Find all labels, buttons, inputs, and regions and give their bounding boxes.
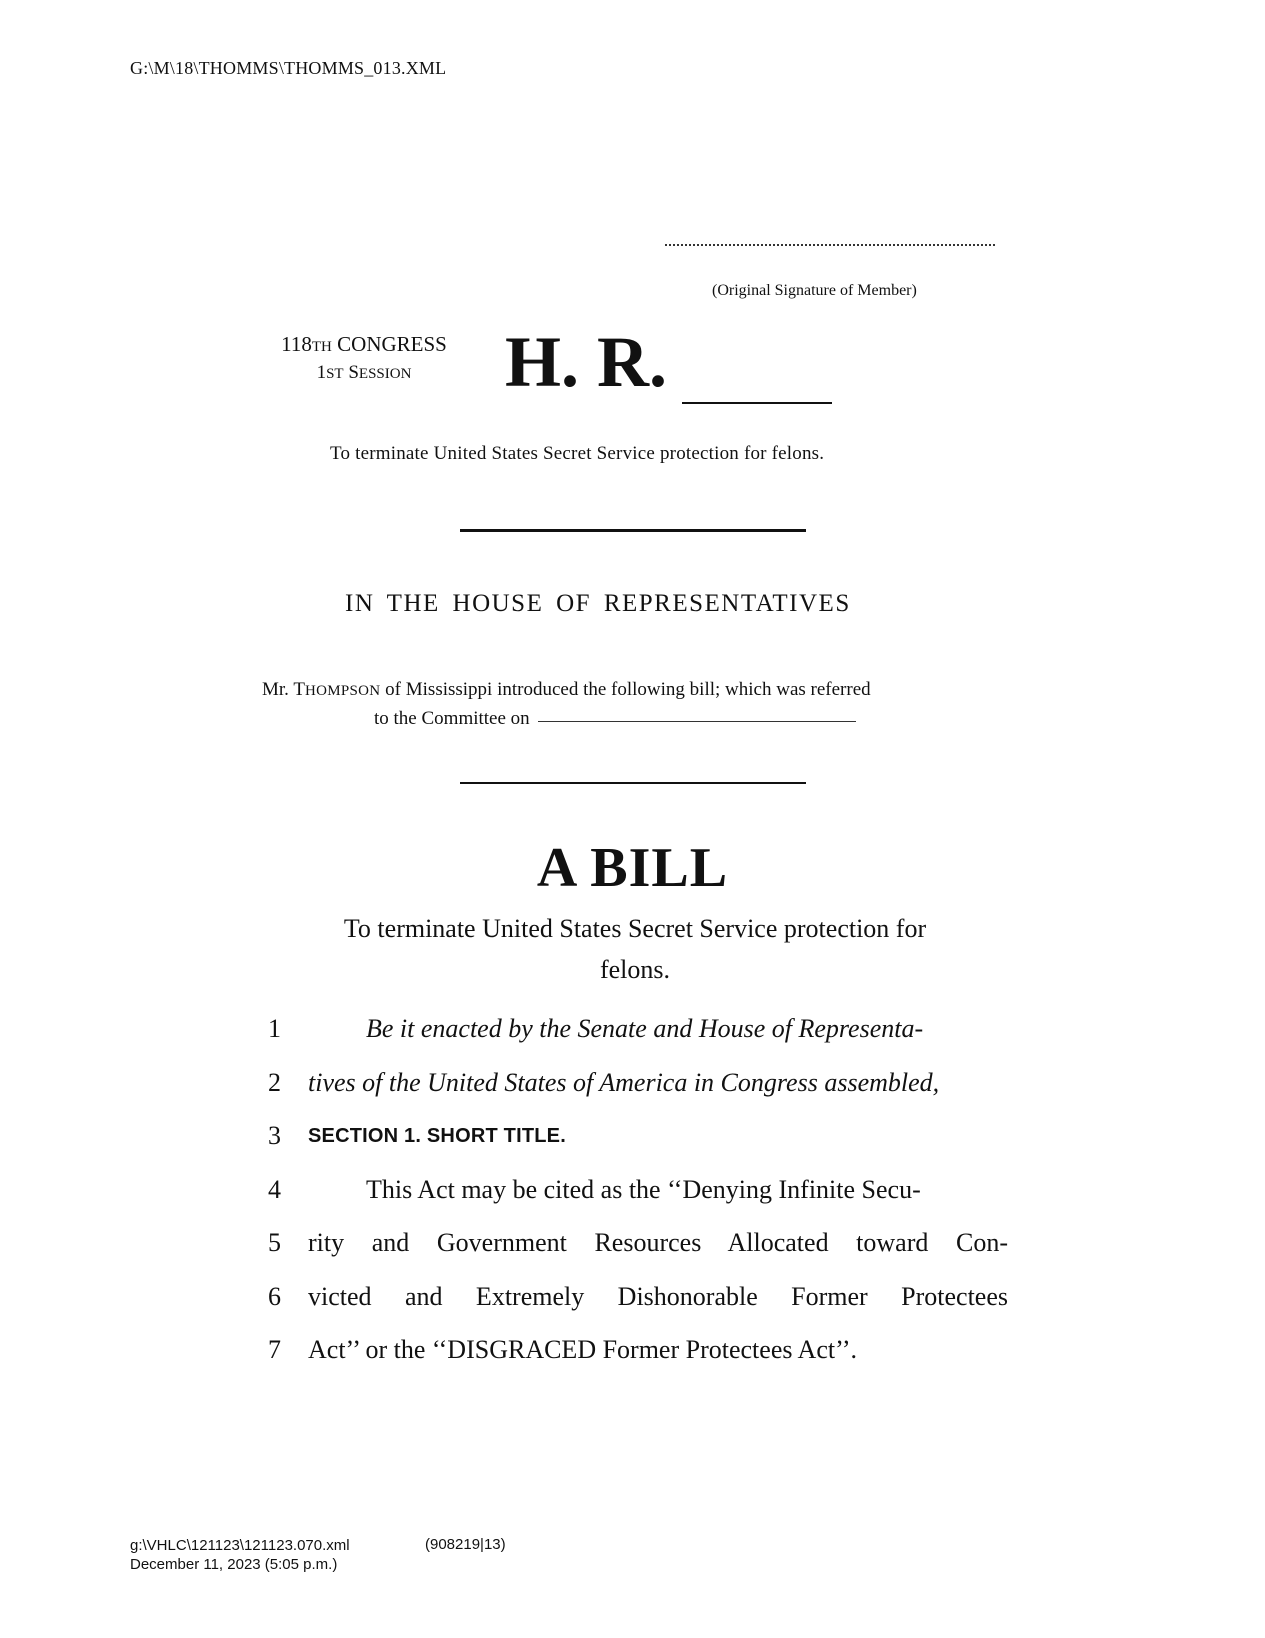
bill-text xyxy=(268,1012,1008,1387)
sponsor-name: THOMPSON xyxy=(293,679,381,700)
line-number: 4 xyxy=(268,1174,281,1204)
signature-line xyxy=(665,244,995,246)
footer-path: g:\VHLC\121123\121123.070.xml xyxy=(130,1537,350,1554)
chamber-heading: IN THE HOUSE OF REPRESENTATIVES xyxy=(345,590,851,617)
file-path: G:\M\18\THOMMS\THOMMS_013.XML xyxy=(130,58,447,78)
congress-label: 118TH CONGRESS xyxy=(281,332,447,356)
divider-rule xyxy=(460,529,806,532)
line-number: 7 xyxy=(268,1335,281,1364)
bill-line xyxy=(268,1173,1008,1227)
line-number: 5 xyxy=(268,1228,281,1257)
divider-rule xyxy=(460,782,806,784)
bill-line xyxy=(268,1226,1008,1280)
committee-line: to the Committee on xyxy=(262,705,1004,732)
bill-number-blank xyxy=(682,402,832,404)
bill-line xyxy=(268,1119,1008,1173)
short-description: To terminate United States Secret Service protection for felons. xyxy=(330,443,825,464)
introduction-text: Mr. THOMPSON of Mississippi introduced the following bill; which was referred to the Committee on xyxy=(262,676,1004,732)
footer-code: (908219|13) xyxy=(425,1536,506,1553)
footer-date: December 11, 2023 (5:05 p.m.) xyxy=(130,1556,338,1573)
long-title: To terminate United States Secret Service protection for felons. xyxy=(343,914,927,984)
section-heading: SECTION 1. SHORT TITLE. xyxy=(308,1125,566,1147)
line-number: 3 xyxy=(268,1121,281,1150)
line-number: 2 xyxy=(268,1067,281,1097)
bill-heading: A BILL xyxy=(536,837,729,899)
bill-line xyxy=(268,1280,1008,1334)
line-number: 1 xyxy=(268,1014,281,1043)
committee-blank xyxy=(538,721,856,722)
bill-line xyxy=(268,1066,1008,1120)
signature-caption: (Original Signature of Member) xyxy=(712,282,917,299)
line-text: Be it enacted by the Senate and House of Representa- xyxy=(366,1014,924,1043)
line-text: tives of the United States of America in Congress assembled, xyxy=(308,1067,940,1097)
line-text: victed and Extremely Dishonorable Former Protectees xyxy=(308,1281,1008,1311)
congress-session-block xyxy=(258,331,470,387)
session-label: 1ST SESSION xyxy=(316,362,412,383)
bill-designation: H. R. xyxy=(505,322,667,402)
footer-file-info xyxy=(130,1536,350,1574)
bill-line xyxy=(268,1012,1008,1066)
bill-line xyxy=(268,1333,1008,1387)
line-text: rity and Government Resources Allocated toward Con- xyxy=(308,1228,1008,1257)
line-text: Act’’ or the ‘‘DISGRACED Former Protectees Act’’. xyxy=(308,1335,857,1364)
line-number: 6 xyxy=(268,1281,281,1311)
line-text: This Act may be cited as the ‘‘Denying Infinite Secu- xyxy=(366,1174,921,1204)
